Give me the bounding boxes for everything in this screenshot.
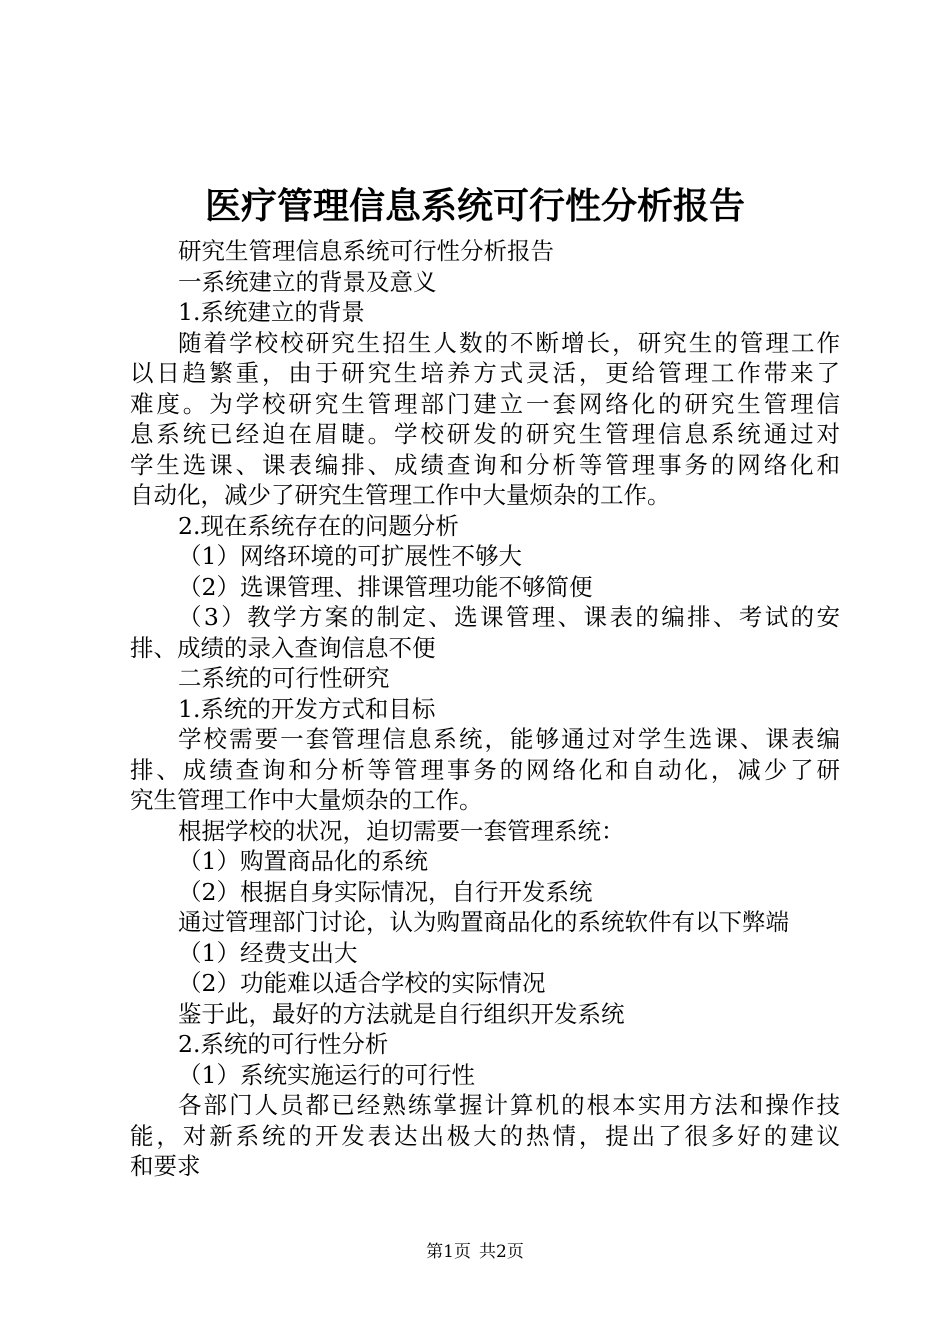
paragraph-line: 学生选课、课表编排、成绩查询和分析等管理事务的网络化和 [130, 450, 840, 479]
list-item: （1）网络环境的可扩展性不够大 [178, 542, 522, 570]
document-body [130, 236, 840, 1182]
list-item: （1）购置商品化的系统 [178, 847, 428, 875]
section-heading: 二系统的可行性研究 [178, 664, 390, 692]
paragraph-line: 和要求 [130, 1152, 201, 1180]
page-total: 共2页 [479, 1242, 524, 1262]
paragraph-line: 1.系统建立的背景 [178, 298, 365, 326]
paragraph-line: 2.现在系统存在的问题分析 [178, 511, 459, 540]
paragraph-line: 排、成绩查询和分析等管理事务的网络化和自动化，减少了研 [130, 755, 840, 784]
page-number: 第1页 [426, 1242, 471, 1262]
paragraph-line: 难度。为学校研究生管理部门建立一套网络化的研究生管理信 [130, 389, 840, 418]
list-item: （2）功能难以适合学校的实际情况 [178, 969, 546, 997]
paragraph-line: 各部门人员都已经熟练掌握计算机的根本实用方法和操作技 [178, 1091, 840, 1119]
list-item: （1）经费支出大 [178, 938, 358, 967]
paragraph-line: 研究生管理信息系统可行性分析报告 [178, 237, 554, 265]
subsection-heading: 1.系统的开发方式和目标 [178, 694, 436, 723]
paragraph-line: 以日趋繁重，由于研究生培养方式灵活，更给管理工作带来了 [130, 359, 840, 387]
paragraph-line: 根据学校的状况，迫切需要一套管理系统： [178, 816, 625, 845]
paragraph-line: 能，对新系统的开发表达出极大的热情，提出了很多好的建议 [130, 1121, 840, 1150]
paragraph-line: 息系统已经迫在眉睫。学校研发的研究生管理信息系统通过对 [130, 420, 840, 448]
paragraph-line: 排、成绩的录入查询信息不便 [130, 633, 436, 662]
list-item: （2）选课管理、排课管理功能不够简便 [178, 572, 593, 601]
page-footer [0, 1240, 950, 1264]
paragraph-line: 鉴于此，最好的方法就是自行组织开发系统 [178, 999, 625, 1028]
subsection-heading: 2.系统的可行性分析 [178, 1030, 389, 1058]
list-item: （1）系统实施运行的可行性 [178, 1060, 475, 1089]
list-item: （2）根据自身实际情况，自行开发系统 [178, 877, 593, 906]
paragraph-line: 学校需要一套管理信息系统，能够通过对学生选课、课表编 [178, 725, 840, 753]
paragraph-line: 究生管理工作中大量烦杂的工作。 [130, 786, 483, 814]
paragraph-line: 通过管理部门讨论，认为购置商品化的系统软件有以下弊端 [178, 908, 789, 936]
paragraph-line: 一系统建立的背景及意义 [178, 267, 437, 296]
paragraph-line: 自动化，减少了研究生管理工作中大量烦杂的工作。 [130, 481, 671, 509]
document-title: 医疗管理信息系统可行性分析报告 [204, 185, 745, 227]
paragraph-line: 随着学校校研究生招生人数的不断增长，研究生的管理工作 [178, 328, 840, 357]
list-item: （3）教学方案的制定、选课管理、课表的编排、考试的安 [178, 603, 840, 631]
